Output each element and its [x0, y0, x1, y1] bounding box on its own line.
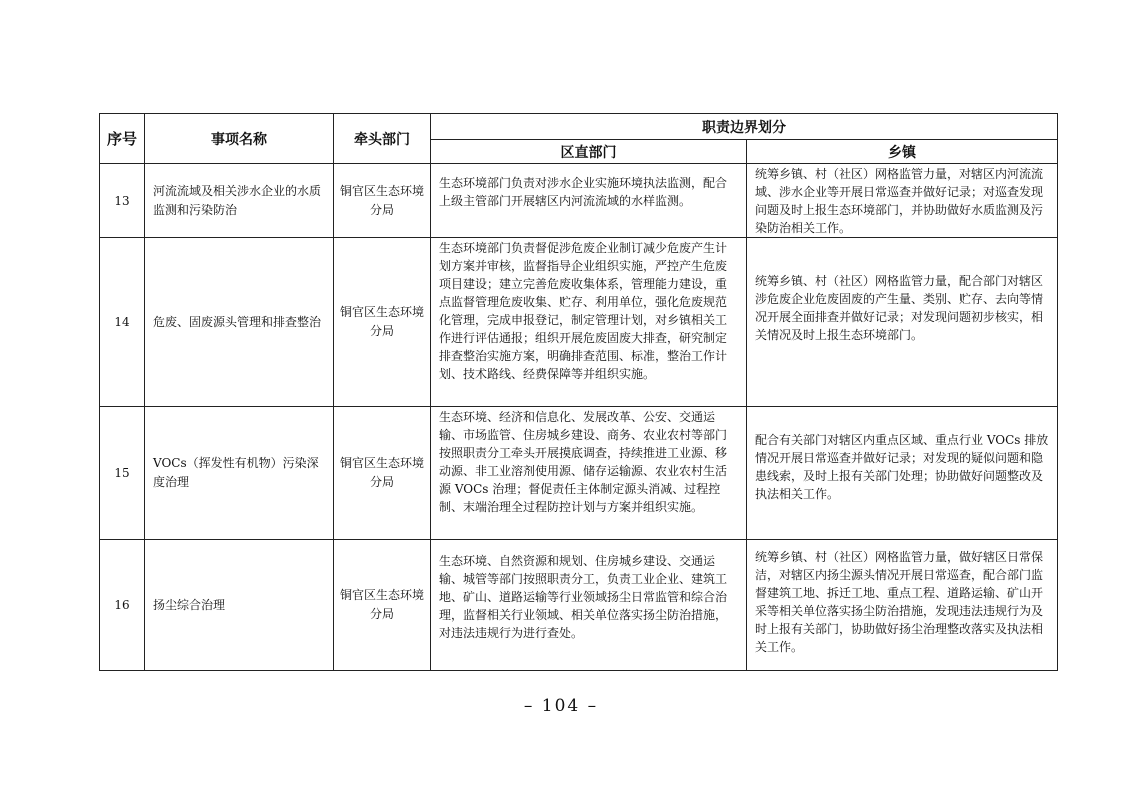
- row-district-dept: 生态环境、经济和信息化、发展改革、公安、交通运输、市场监管、住房城乡建设、商务、农业农村等部门按照职责分工牵头开展摸底调查，持续推进工业源、移动源、非工业溶剂使用源、储存运输源、农业农村生活源 VOCs 治理；督促责任主体制定源头消减、过程控制、末端治理全过程防控计划与方案并组织实施。: [431, 407, 747, 540]
- table-row: [100, 540, 1058, 671]
- row-lead-dept: 铜官区生态环境分局: [334, 540, 431, 671]
- row-lead-dept: 铜官区生态环境分局: [334, 164, 431, 238]
- row-seq: 16: [100, 540, 145, 671]
- header-seq: 序号: [100, 114, 145, 164]
- row-township: 统筹乡镇、村（社区）网格监管力量，做好辖区日常保洁，对辖区内扬尘源头情况开展日常巡查，配合部门监督建筑工地、拆迁工地、重点工程、道路运输、矿山开采等相关单位落实扬尘防治措施，发现违法违规行为及时上报有关部门，协助做好扬尘治理整改落实及执法相关工作。: [747, 540, 1058, 671]
- row-district-dept: 生态环境、自然资源和规划、住房城乡建设、交通运输、城管等部门按照职责分工，负责工业企业、建筑工地、矿山、道路运输等行业领域扬尘日常监管和综合治理，监督相关行业领域、相关单位落实扬尘防治措施，对违法违规行为进行查处。: [431, 540, 747, 671]
- row-lead-dept: 铜官区生态环境分局: [334, 238, 431, 407]
- responsibility-table: [99, 113, 1058, 671]
- header-township: 乡镇: [747, 140, 1058, 164]
- row-item-name: 河流流域及相关涉水企业的水质监测和污染防治: [145, 164, 334, 238]
- row-district-dept: 生态环境部门负责督促涉危废企业制订减少危废产生计划方案并审核，监督指导企业组织实施，严控产生危废项目建设；建立完善危废收集体系，管理能力建设，重点监督管理危废收集、贮存、利用单位，强化危废规范化管理，完成申报登记，制定管理计划，对乡镇相关工作进行评估通报；组织开展危废固废大排查，研究制定排查整治实施方案，明确排查范围、标准，整治工作计划、技术路线、经费保障等并组织实施。: [431, 238, 747, 407]
- row-district-dept: 生态环境部门负责对涉水企业实施环境执法监测，配合上级主管部门开展辖区内河流流域的水样监测。: [431, 164, 747, 238]
- row-seq: 13: [100, 164, 145, 238]
- row-township: 统筹乡镇、村（社区）网格监管力量，对辖区内河流流域、涉水企业等开展日常巡查并做好记录；对巡查发现问题及时上报生态环境部门，并协助做好水质监测及污染防治相关工作。: [747, 164, 1058, 238]
- table-row: [100, 407, 1058, 540]
- row-lead-dept: 铜官区生态环境分局: [334, 407, 431, 540]
- header-item-name: 事项名称: [145, 114, 334, 164]
- row-township: 统筹乡镇、村（社区）网格监管力量，配合部门对辖区涉危废企业危废固废的产生量、类别、贮存、去向等情况开展全面排查并做好记录；对发现问题初步核实，相关情况及时上报生态环境部门。: [747, 238, 1058, 407]
- row-township: 配合有关部门对辖区内重点区域、重点行业 VOCs 排放情况开展日常巡查并做好记录；对发现的疑似问题和隐患线索，及时上报有关部门处理；协助做好问题整改及执法相关工作。: [747, 407, 1058, 540]
- row-item-name: VOCs（挥发性有机物）污染深度治理: [145, 407, 334, 540]
- header-responsibility: 职责边界划分: [431, 114, 1058, 140]
- page-number: – 104 –: [523, 696, 599, 716]
- row-item-name: 危废、固废源头管理和排查整治: [145, 238, 334, 407]
- header-lead-dept: 牵头部门: [334, 114, 431, 164]
- table-row: [100, 164, 1058, 238]
- row-item-name: 扬尘综合治理: [145, 540, 334, 671]
- row-seq: 15: [100, 407, 145, 540]
- row-seq: 14: [100, 238, 145, 407]
- table-row: [100, 238, 1058, 407]
- header-district-dept: 区直部门: [431, 140, 747, 164]
